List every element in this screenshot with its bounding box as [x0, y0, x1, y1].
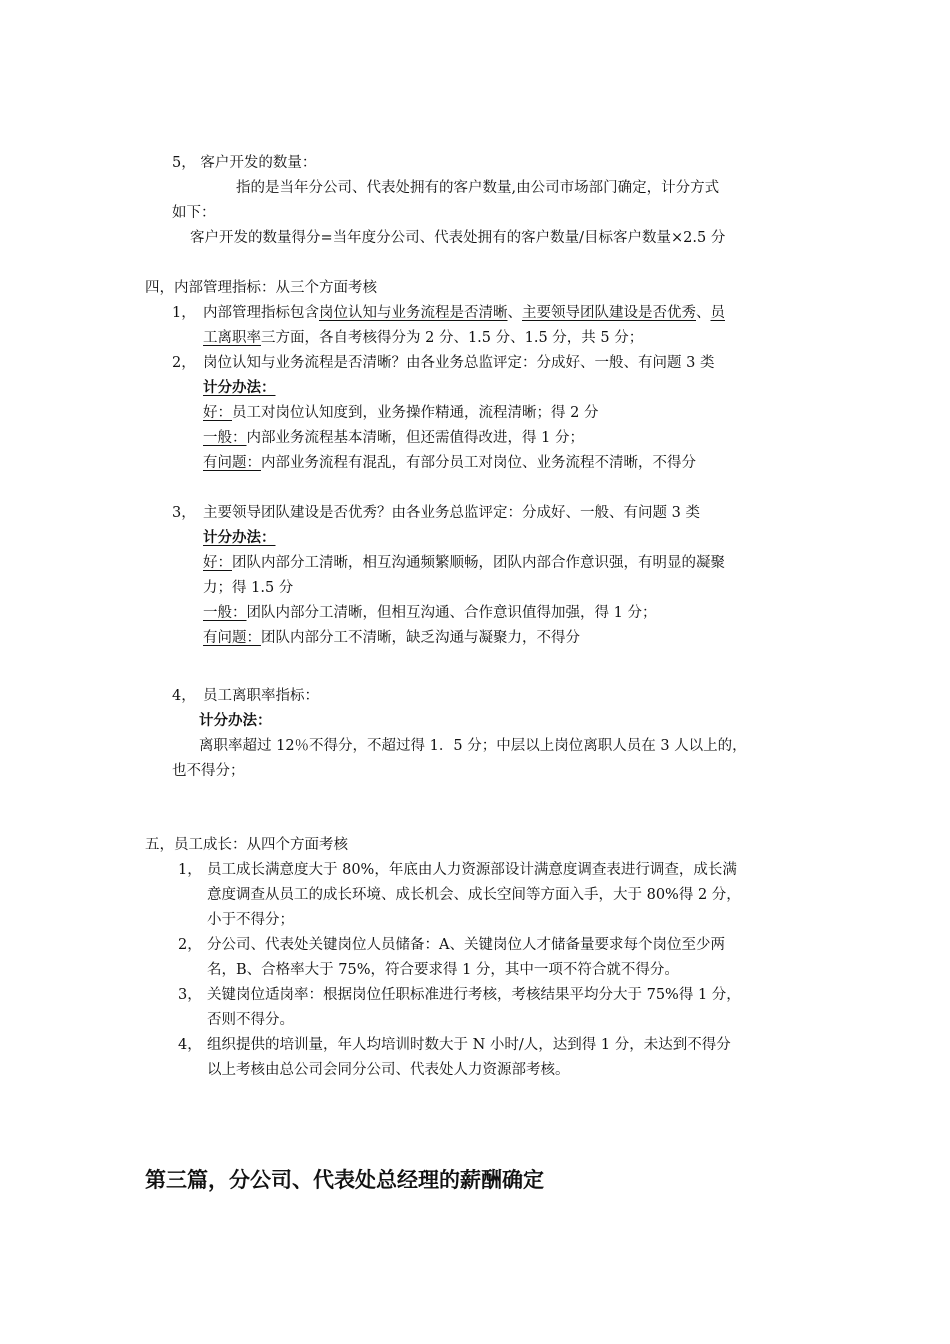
s4-item-4-desc-line-1: 离职率超过 12％不得分，不超过得 1．5 分；中层以上岗位离职人员在 3 人以上的，	[199, 738, 747, 754]
s4-item-1-number: 1，	[172, 305, 196, 321]
s5b-item-2-line-2: 名，B、合格率大于 75%，符合要求得 1 分，其中一项不符合就不得分。	[207, 962, 679, 978]
section-5b-heading: 五，员工成长：从四个方面考核	[145, 837, 348, 853]
s4-item-2-average: 一般：内部业务流程基本清晰，但还需值得改进，得 1 分；	[203, 430, 584, 446]
s4-item-3-average-label: 一般：	[203, 605, 247, 621]
s4-item-4-desc-line-2: 也不得分；	[172, 763, 245, 779]
s4-item-1-term-role-process: 岗位认知与业务流程是否清晰	[319, 305, 508, 321]
section-5-desc-line-1: 指的是当年分公司、代表处拥有的客户数量,由公司市场部门确定，计分方式	[236, 180, 720, 196]
s4-item-2-average-label: 一般：	[203, 430, 247, 446]
s5b-item-4-number: 4，	[178, 1037, 202, 1053]
s4-item-1-line-1: 内部管理指标包含岗位认知与业务流程是否清晰、主要领导团队建设是否优秀、员	[203, 305, 725, 321]
s4-item-2-problem: 有问题：内部业务流程有混乱，有部分员工对岗位、业务流程不清晰，不得分	[203, 455, 696, 471]
s4-item-2-method-label: 计分办法：	[203, 379, 276, 396]
s4-item-2-good: 好：员工对岗位认知度到，业务操作精通，流程清晰；得 2 分	[203, 405, 599, 421]
s4-item-2-number: 2，	[172, 355, 196, 371]
s5b-item-1-line-1: 员工成长满意度大于 80%，年底由人力资源部设计满意度调查表进行调查，成长满	[207, 862, 737, 878]
s5b-item-1-line-2: 意度调查从员工的成长环境、成长机会、成长空间等方面入手，大于 80%得 2 分，	[207, 887, 741, 903]
s4-item-2-problem-label: 有问题：	[203, 455, 261, 471]
s4-item-3-problem-label: 有问题：	[203, 630, 261, 646]
s4-item-3-average: 一般：团队内部分工清晰，但相互沟通、合作意识值得加强，得 1 分；	[203, 605, 657, 621]
s4-item-1-term-leadership: 主要领导团队建设是否优秀	[522, 305, 696, 321]
s4-item-3-problem: 有问题：团队内部分工不清晰，缺乏沟通与凝聚力，不得分	[203, 630, 580, 646]
s4-item-4-method-label: 计分办法：	[199, 712, 272, 729]
s4-item-3-good: 好：团队内部分工清晰，相互沟通频繁顺畅，团队内部合作意识强，有明显的凝聚	[203, 555, 725, 571]
s4-item-2-text: 岗位认知与业务流程是否清晰？由各业务总监评定：分成好、一般、有问题 3 类	[203, 355, 715, 371]
s5b-item-3-line-2: 否则不得分。	[207, 1012, 294, 1028]
s5b-item-4-line-1: 组织提供的培训量，年人均培训时数大于 N 小时/人，达到得 1 分，未达到不得分	[207, 1037, 731, 1053]
s5b-item-1-number: 1，	[178, 862, 202, 878]
s4-item-1-term-turnover-start: 员	[710, 305, 725, 321]
section-5-desc-line-2: 如下：	[172, 205, 216, 221]
section-4-heading: 四，内部管理指标：从三个方面考核	[145, 280, 377, 296]
s5b-item-2-line-1: 分公司、代表处关键岗位人员储备：A、关键岗位人才储备量要求每个岗位至少两	[207, 937, 725, 953]
s4-item-1-line-2: 工离职率三方面，各自考核得分为 2 分、1.5 分、1.5 分，共 5 分；	[203, 330, 644, 346]
s5b-item-3-line-1: 关键岗位适岗率：根据岗位任职标准进行考核，考核结果平均分大于 75%得 1 分，	[207, 987, 741, 1003]
s4-item-1-term-turnover-end: 工离职率	[203, 330, 261, 346]
s4-item-3-number: 3，	[172, 505, 196, 521]
s4-item-2-good-label: 好：	[203, 405, 232, 421]
s4-item-4-text: 员工离职率指标：	[203, 688, 319, 704]
s5b-item-4-line-2: 以上考核由总公司会同分公司、代表处人力资源部考核。	[207, 1062, 570, 1078]
s5b-item-1-line-3: 小于不得分；	[207, 912, 294, 928]
s4-item-3-method-label: 计分办法：	[203, 529, 276, 546]
s4-item-4-number: 4，	[172, 688, 196, 704]
part-3-title: 第三篇，分公司、代表处总经理的薪酬确定	[145, 1167, 544, 1192]
s4-item-3-text: 主要领导团队建设是否优秀？由各业务总监评定：分成好、一般、有问题 3 类	[203, 505, 700, 521]
s5b-item-2-number: 2，	[178, 937, 202, 953]
s4-item-3-good-line-2: 力；得 1.5 分	[203, 580, 294, 596]
section-5-formula: 客户开发的数量得分=当年度分公司、代表处拥有的客户数量/目标客户数量×2.5 分	[190, 230, 726, 246]
s5b-item-3-number: 3，	[178, 987, 202, 1003]
section-5-heading: 5， 客户开发的数量：	[172, 155, 317, 171]
s4-item-3-good-label: 好：	[203, 555, 232, 571]
